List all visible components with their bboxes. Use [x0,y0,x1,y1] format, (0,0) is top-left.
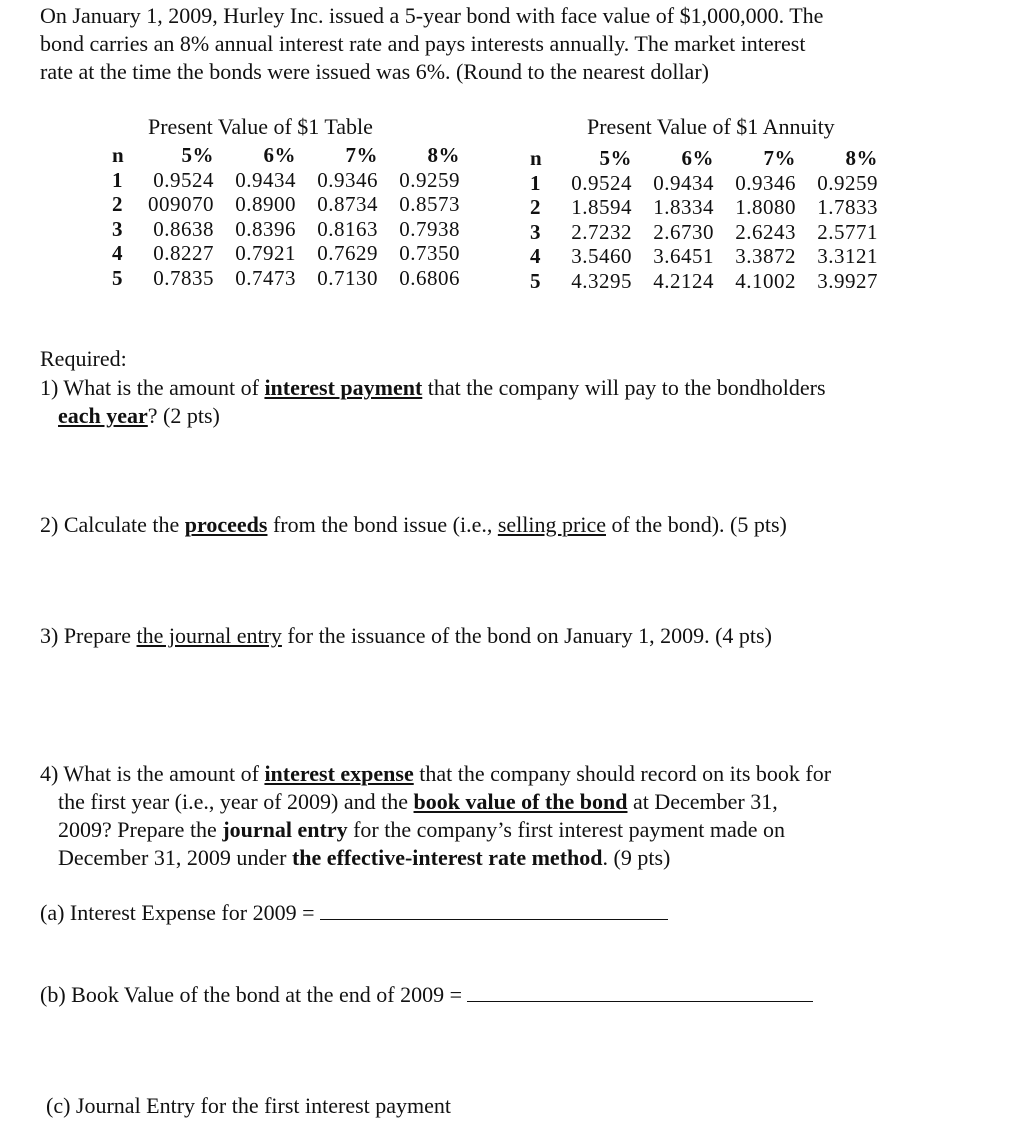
pv-table-row [112,241,460,266]
annuity-table-value-cell: 4.1002 [735,268,796,293]
pv-table-value-cell: 0.8163 [317,216,378,241]
pv-table-value-cell: 0.8734 [317,192,378,216]
annuity-table-value-cell: 3.6451 [653,244,714,268]
pv-table-period-cell: 2 [112,192,123,216]
annuity-table-header-n: n [530,146,543,170]
annuity-table-value-cell: 2.7232 [571,219,632,244]
pv-table-row [112,192,460,217]
annuity-table-value-cell: 0.9346 [735,170,796,195]
annuity-table-row [530,220,878,245]
annuity-table-header-rate-2: 6% [681,146,714,170]
annuity-table-value-cell: 4.2124 [653,268,714,293]
pv-table-value-cell: 0.9259 [399,167,460,192]
annuity-table-value-cell: 2.6243 [735,219,796,244]
annuity-table-period-cell: 1 [530,170,541,195]
annuity-table-period-cell: 5 [530,268,541,293]
pv-table-value-cell: 0.7938 [399,216,460,241]
pv-table [112,143,460,290]
intro-line-2: bond carries an 8% annual interest rate and pays interests annually. The market interest [40,31,806,56]
pv-table-header-rate-4: 8% [427,143,460,167]
part-c-label: (c) Journal Entry for the first interest payment [46,1093,452,1118]
question-2: 2) Calculate the proceeds from the bond issue (i.e., selling price of the bond). (5 pts) [40,512,787,537]
pv-table-period-cell: 4 [112,241,123,265]
problem-intro [40,2,823,86]
intro-line-1: On January 1, 2009, Hurley Inc. issued a 5-year bond with face value of $1,000,000. The [40,3,824,28]
pv-table-period-cell: 5 [112,265,123,290]
pv-table-value-cell: 0.7130 [317,265,378,290]
part-b [40,981,813,1009]
pv-table-value-cell: 0.8573 [399,192,460,216]
annuity-table-row [530,269,878,294]
question-1: 1) What is the amount of interest payment that the company will pay to the bondholders each year? (2 pts) [40,375,826,428]
annuity-table [530,146,878,293]
part-a-answer-blank[interactable] [320,899,668,920]
annuity-table-value-cell: 2.5771 [817,219,878,244]
q3-emphasis-journal-entry: the journal entry [136,623,282,648]
pv-table-value-cell: 0.8900 [235,192,296,216]
q4-emphasis-book-value: book value of the bond [413,789,628,814]
pv-table-value-cell: 0.6806 [399,265,460,290]
annuity-table-value-cell: 0.9524 [571,170,632,195]
q2-emphasis-proceeds: proceeds [184,512,268,537]
q1-emphasis-each-year: each year [58,403,148,428]
pv-table-value-cell: 0.7835 [153,265,214,290]
annuity-table-row [530,244,878,269]
pv-table-value-cell: 009070 [148,192,214,216]
pv-table-value-cell: 0.8396 [235,216,296,241]
pv-table-period-cell: 1 [112,167,123,192]
annuity-table-header-rate-4: 8% [845,146,878,170]
pv-table-value-cell: 0.8638 [153,216,214,241]
question-4: 4) What is the amount of interest expense that the company should record on its book for the first year (i.e., year of 2009) and the book value of the bond at December 31, 2009? Prepare the journal entry for the company’s first interest payment made on December 31, 2009 under the effective-interest rate method. (9 pts) [40,761,832,870]
annuity-table-value-cell: 1.8594 [571,195,632,219]
q1-emphasis-interest-payment: interest payment [264,375,423,400]
pv-table-value-cell: 0.9434 [235,167,296,192]
annuity-table-value-cell: 3.5460 [571,244,632,268]
pv-table-value-cell: 0.8227 [153,241,214,265]
annuity-table-header-row [530,146,878,171]
annuity-table-period-cell: 3 [530,219,541,244]
annuity-table-period-cell: 2 [530,195,541,219]
annuity-table-value-cell: 3.3121 [817,244,878,268]
pv-table-header-n: n [112,143,125,167]
pv-table-value-cell: 0.7629 [317,241,378,265]
pv-table-value-cell: 0.7473 [235,265,296,290]
annuity-table-title: Present Value of $1 Annuity [587,114,835,139]
pv-table-header-row [112,143,460,168]
q4-emphasis-journal-entry: journal entry [222,817,348,842]
annuity-table-value-cell: 2.6730 [653,219,714,244]
pv-table-row [112,217,460,242]
annuity-table-value-cell: 1.8080 [735,195,796,219]
pv-table-value-cell: 0.9346 [317,167,378,192]
annuity-table-row [530,195,878,220]
intro-line-3: rate at the time the bonds were issued was 6%. (Round to the nearest dollar) [40,59,709,84]
annuity-table-value-cell: 0.9259 [817,170,878,195]
question-3: 3) Prepare the journal entry for the issuance of the bond on January 1, 2009. (4 pts) [40,623,772,648]
part-a-label: (a) Interest Expense for 2009 = [40,900,315,925]
pv-table-header-rate-2: 6% [263,143,296,167]
pv-table-row [112,266,460,291]
pv-table-value-cell: 0.7921 [235,241,296,265]
pv-table-header-rate-1: 5% [181,143,214,167]
part-b-label: (b) Book Value of the bond at the end of 2009 = [40,982,462,1007]
annuity-table-header-rate-1: 5% [599,146,632,170]
pv-table-header-rate-3: 7% [345,143,378,167]
pv-table-value-cell: 0.9524 [153,167,214,192]
annuity-table-row [530,171,878,196]
pv-table-value-cell: 0.7350 [399,241,460,265]
q4-emphasis-effective-interest: the effective-interest rate method [291,845,603,870]
annuity-table-value-cell: 1.8334 [653,195,714,219]
annuity-table-value-cell: 4.3295 [571,268,632,293]
pv-table-row [112,168,460,193]
pv-table-period-cell: 3 [112,216,123,241]
part-c [46,1092,451,1120]
q4-emphasis-interest-expense: interest expense [264,761,414,786]
required-label: Required: [40,346,127,371]
pv-table-title: Present Value of $1 Table [148,114,373,139]
annuity-table-value-cell: 3.9927 [817,268,878,293]
annuity-table-period-cell: 4 [530,244,541,268]
part-a [40,899,668,927]
annuity-table-value-cell: 3.3872 [735,244,796,268]
annuity-table-value-cell: 1.7833 [817,195,878,219]
annuity-table-value-cell: 0.9434 [653,170,714,195]
annuity-table-header-rate-3: 7% [763,146,796,170]
part-b-answer-blank[interactable] [467,981,813,1002]
q2-emphasis-selling-price: selling price [497,512,606,537]
